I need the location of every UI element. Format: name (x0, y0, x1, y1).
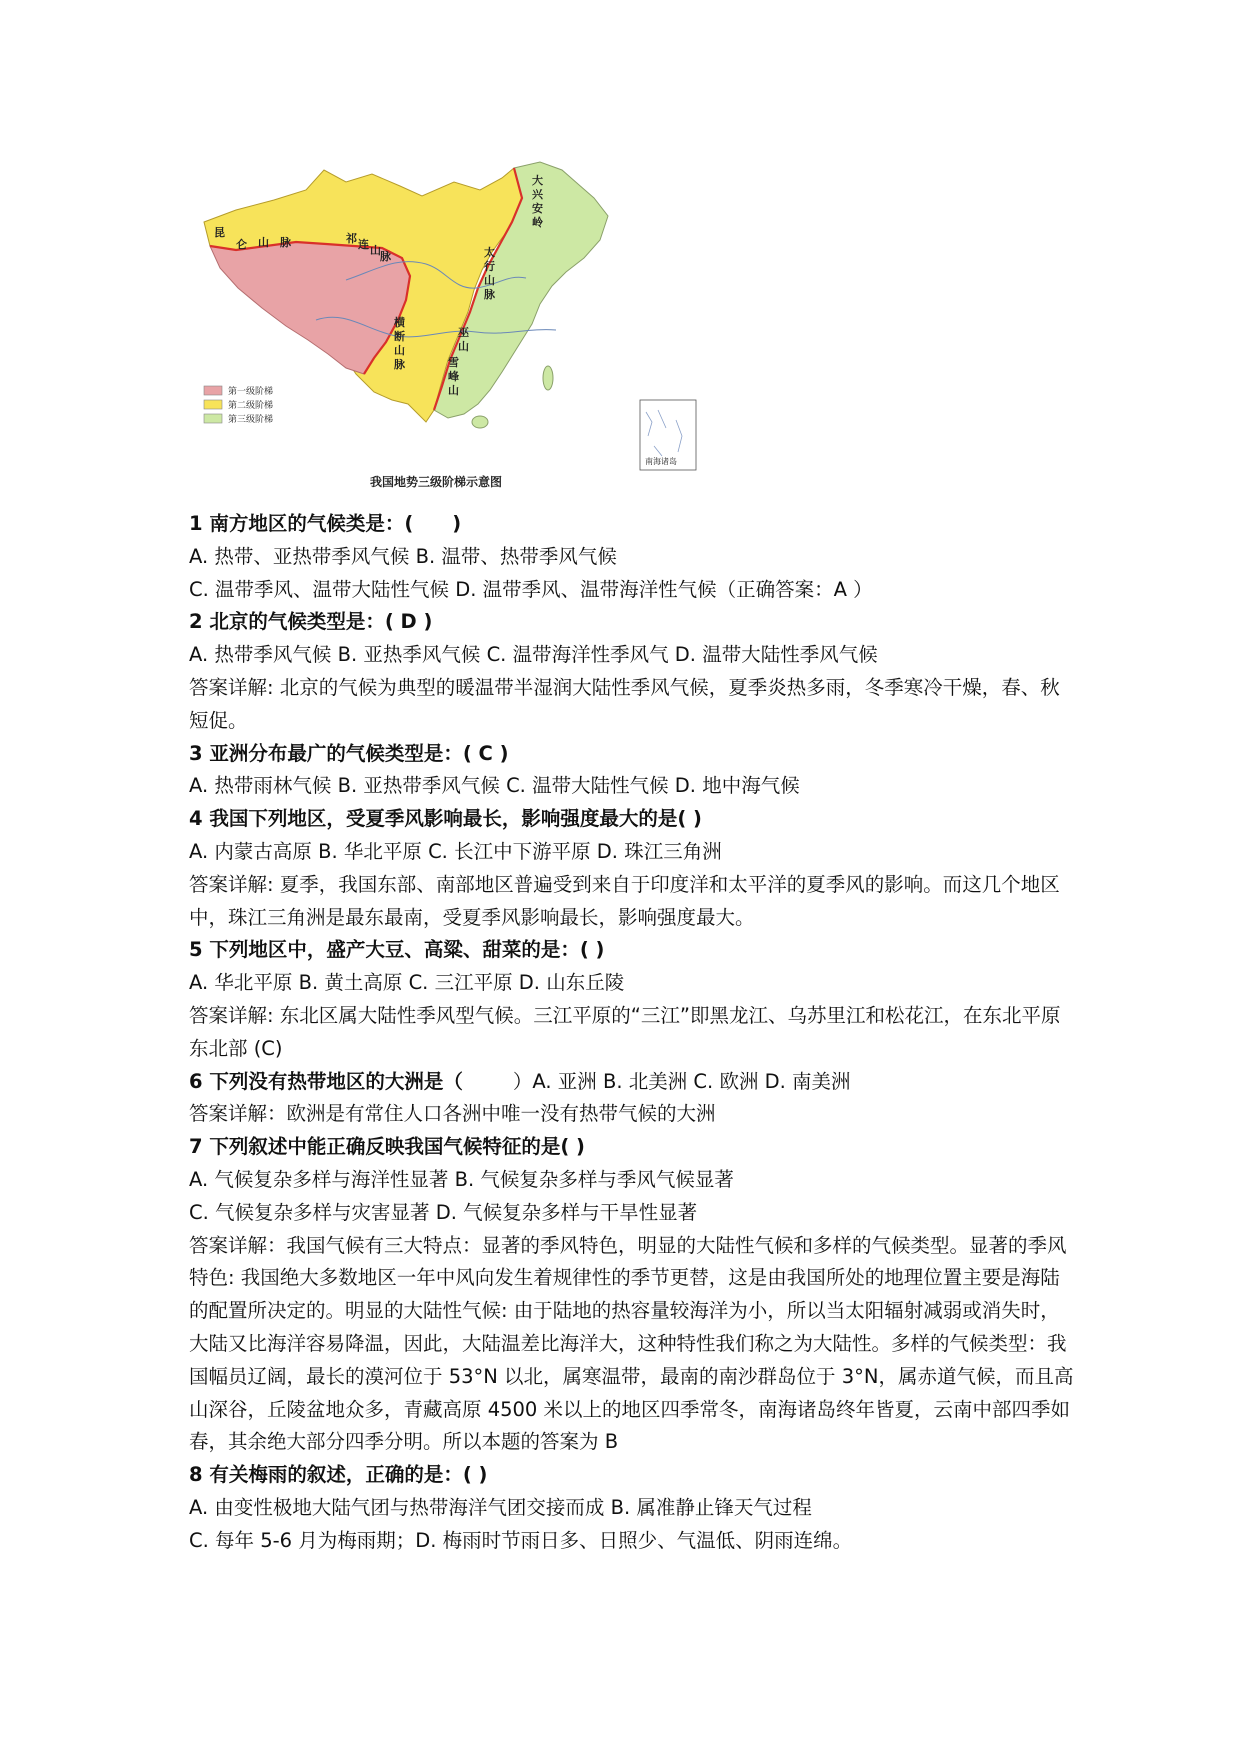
label-hengduan-2: 断 (394, 330, 405, 343)
legend-step3-label: 第三级阶梯 (228, 415, 274, 425)
legend-swatch-step2 (204, 400, 222, 409)
q6-line (189, 1066, 1079, 1099)
label-wushan-1: 巫 (458, 326, 469, 339)
label-taihang-4: 脉 (484, 288, 495, 301)
q2-title: 2 北京的气候类型是：( D ) (189, 610, 433, 634)
taiwan-island (543, 366, 553, 390)
q5-options: A. 华北平原 B. 黄土高原 C. 三江平原 D. 山东丘陵 (189, 971, 625, 995)
label-daxinganling-4: 岭 (532, 216, 543, 229)
legend-swatch-step1 (204, 386, 222, 395)
label-hengduan-4: 脉 (394, 358, 405, 371)
inset-label: 南海诸岛 (645, 457, 677, 466)
legend-step2-label: 第二级阶梯 (228, 401, 274, 411)
q5-title: 5 下列地区中，盛产大豆、高粱、甜菜的是：( ) (189, 938, 605, 962)
south-sea-inset (640, 400, 696, 470)
q6-explanation: 答案详解：欧洲是有常住人口各洲中唯一没有热带气候的大洲 (189, 1102, 716, 1126)
q2-options: A. 热带季风气候 B. 亚热季风气候 C. 温带海洋性季风气 D. 温带大陆性季风气候 (189, 643, 878, 667)
label-kunlun-2: 仑 (236, 238, 247, 251)
q4-options: A. 内蒙古高原 B. 华北平原 C. 长江中下游平原 D. 珠江三角洲 (189, 839, 722, 863)
map-legend (204, 385, 273, 425)
label-taihang-1: 太 (484, 246, 495, 259)
label-hengduan-3: 山 (394, 344, 405, 357)
q8-options-ab: A. 由变性极地大陆气团与热带海洋气团交接而成 B. 属准静止锋天气过程 (189, 1495, 812, 1519)
label-qilian-1: 祁 (346, 232, 357, 245)
q1-options-ab: A. 热带、亚热带季风气候 B. 温带、热带季风气候 (189, 544, 617, 568)
q4-explanation: 答案详解: 夏季，我国东部、南部地区普遍受到来自于印度洋和太平洋的夏季风的影响。而这几个地区中，珠江三角洲是最东最南，受夏季风影响最长，影响强度最大。 (189, 872, 1060, 929)
label-kunlun-4: 脉 (280, 236, 291, 249)
label-daxinganling-3: 安 (532, 202, 543, 215)
q6-options: ）A. 亚洲 B. 北美洲 C. 欧洲 D. 南美洲 (512, 1069, 851, 1093)
q1-options-cd: C. 温带季风、温带大陆性气候 D. 温带季风、温带海洋性气候（正确答案：A ） (189, 577, 873, 601)
label-qilian-2: 连 (358, 238, 369, 251)
hainan-island (472, 416, 488, 428)
label-daxinganling-1: 大 (532, 174, 543, 187)
q4-title: 4 我国下列地区，受夏季风影响最长，影响强度最大的是( ) (189, 807, 702, 831)
label-qilian-4: 脉 (380, 250, 391, 263)
terrain-steps-map (196, 160, 702, 492)
q5-explanation: 答案详解: 东北区属大陆性季风型气候。三江平原的“三江”即黑龙江、乌苏里江和松花江，在东北平原东北部 (C) (189, 1003, 1061, 1060)
label-kunlun-1: 昆 (214, 226, 225, 239)
label-taihang-3: 山 (484, 274, 495, 287)
label-wushan-2: 山 (458, 340, 469, 353)
label-kunlun-3: 山 (258, 236, 269, 249)
q7-options-cd: C. 气候复杂多样与灾害显著 D. 气候复杂多样与干旱性显著 (189, 1200, 698, 1224)
q1-title: 1 南方地区的气候类是：( ) (189, 512, 462, 535)
q2-explanation: 答案详解: 北京的气候为典型的暖温带半湿润大陆性季风气候，夏季炎热多雨，冬季寒冷干燥，春、秋短促。 (189, 675, 1060, 732)
question-list (189, 508, 1079, 1558)
label-xuefeng-2: 峰 (448, 370, 459, 383)
q7-options-ab: A. 气候复杂多样与海洋性显著 B. 气候复杂多样与季风气候显著 (189, 1167, 734, 1191)
label-daxinganling-2: 兴 (532, 188, 543, 201)
legend-step1-label: 第一级阶梯 (228, 387, 274, 397)
q8-options-cd: C. 每年 5-6 月为梅雨期；D. 梅雨时节雨日多、日照少、气温低、阴雨连绵。 (189, 1528, 853, 1552)
q8-title: 8 有关梅雨的叙述，正确的是：( ) (189, 1463, 488, 1487)
label-taihang-2: 行 (484, 260, 495, 273)
label-qilian-3: 山 (370, 244, 381, 257)
q7-title: 7 下列叙述中能正确反映我国气候特征的是( ) (189, 1135, 585, 1159)
q3-title: 3 亚洲分布最广的气候类型是：( C ) (189, 741, 509, 765)
map-title: 我国地势三级阶梯示意图 (370, 475, 503, 489)
label-hengduan-1: 横 (394, 316, 405, 329)
q3-options: A. 热带雨林气候 B. 亚热带季风气候 C. 温带大陆性气候 D. 地中海气候 (189, 774, 800, 798)
label-xuefeng-1: 雪 (448, 356, 459, 369)
china-map-svg (196, 160, 702, 492)
q6-title: 6 下列没有热带地区的大洲是（ (189, 1069, 463, 1093)
legend-swatch-step3 (204, 414, 222, 423)
q7-explanation: 答案详解：我国气候有三大特点：显著的季风特色，明显的大陆性气候和多样的气候类型。显著的季风特色: 我国绝大多数地区一年中风向发生着规律性的季节更替，这是由我国所处的地理位置主要是海陆的配置所决定的。明显的大陆性气候: 由于陆地的热容量较海洋为小，所以当太阳辐射减弱或消失时，大陆又比海洋容易降温，因此，大陆温差比海洋大，这种特性我们称之为大陆性。多样的气候类型：我国幅员辽阔，最长的漠河位于 53°N 以北，属寒温带，最南的南沙群岛位于 3°N，属赤道气候，而且高山深谷，丘陵盆地众多，青藏高原 4500 米以上的地区四季常冬，南海诸岛终年皆夏，云南中部四季如春，其余绝大部分四季分明。所以本题的答案为 B (189, 1233, 1074, 1454)
label-xuefeng-3: 山 (448, 384, 459, 397)
